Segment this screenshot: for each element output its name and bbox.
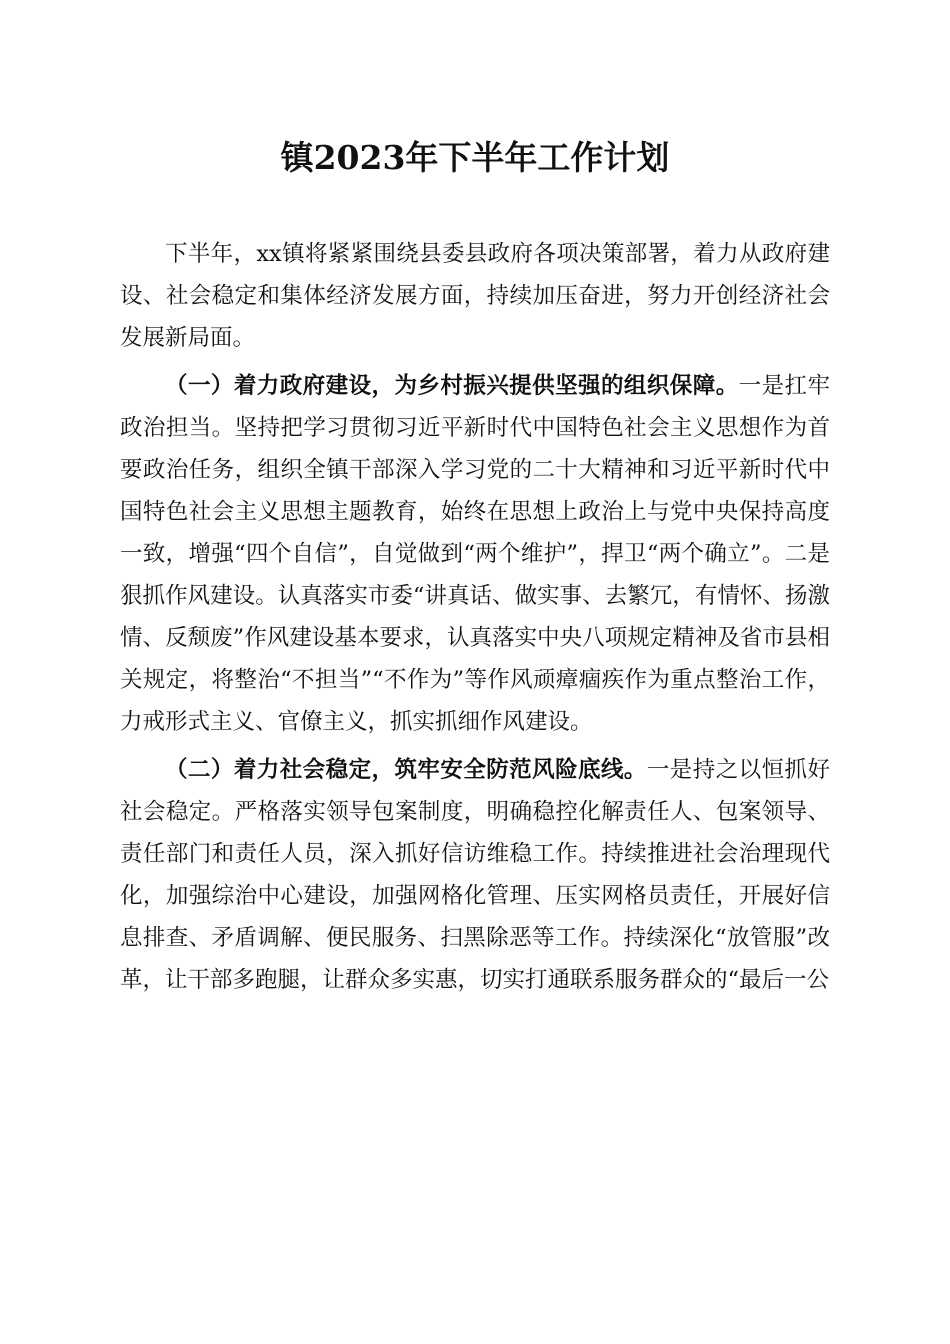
section-2-paragraph: [120, 749, 830, 1001]
section-1-paragraph: [120, 365, 830, 743]
document-title: 镇2023年下半年工作计划: [280, 138, 670, 177]
document-body: [120, 233, 830, 1001]
section-2-heading: （二）着力社会稳定，筑牢安全防范风险底线。: [165, 757, 647, 783]
section-1-body: 一是扛牢政治担当。坚持把学习贯彻习近平新时代中国特色社会主义思想作为首要政治任务，组织全镇干部深入学习党的二十大精神和习近平新时代中国特色社会主义思想主题教育，始终在思想上政治上与党中央保持高度一致，增强“四个自信”，自觉做到“两个维护”，捍卫“两个确立”。二是狠抓作风建设。认真落实市委“讲真话、做实事、去繁冗，有情怀、扬激情、反颓废”作风建设基本要求，认真落实中央八项规定精神及省市县相关规定，将整治“不担当”“不作为”等作风顽瘴痼疾作为重点整治工作，力戒形式主义、官僚主义，抓实抓细作风建设。: [120, 373, 830, 735]
section-1-heading: （一）着力政府建设，为乡村振兴提供坚强的组织保障。: [165, 373, 739, 399]
intro-paragraph: 下半年，xx镇将紧紧围绕县委县政府各项决策部署，着力从政府建设、社会稳定和集体经济发展方面，持续加压奋进，努力开创经济社会发展新局面。: [120, 241, 830, 351]
section-2-body: 一是持之以恒抓好社会稳定。严格落实领导包案制度，明确稳控化解责任人、包案领导、责任部门和责任人员，深入抓好信访维稳工作。持续推进社会治理现代化，加强综治中心建设，加强网格化管理、压实网格员责任，开展好信息排查、矛盾调解、便民服务、扫黑除恶等工作。持续深化“放管服”改革，让干部多跑腿，让群众多实惠，切实打通联系服务群众的“最后一公: [120, 757, 830, 993]
